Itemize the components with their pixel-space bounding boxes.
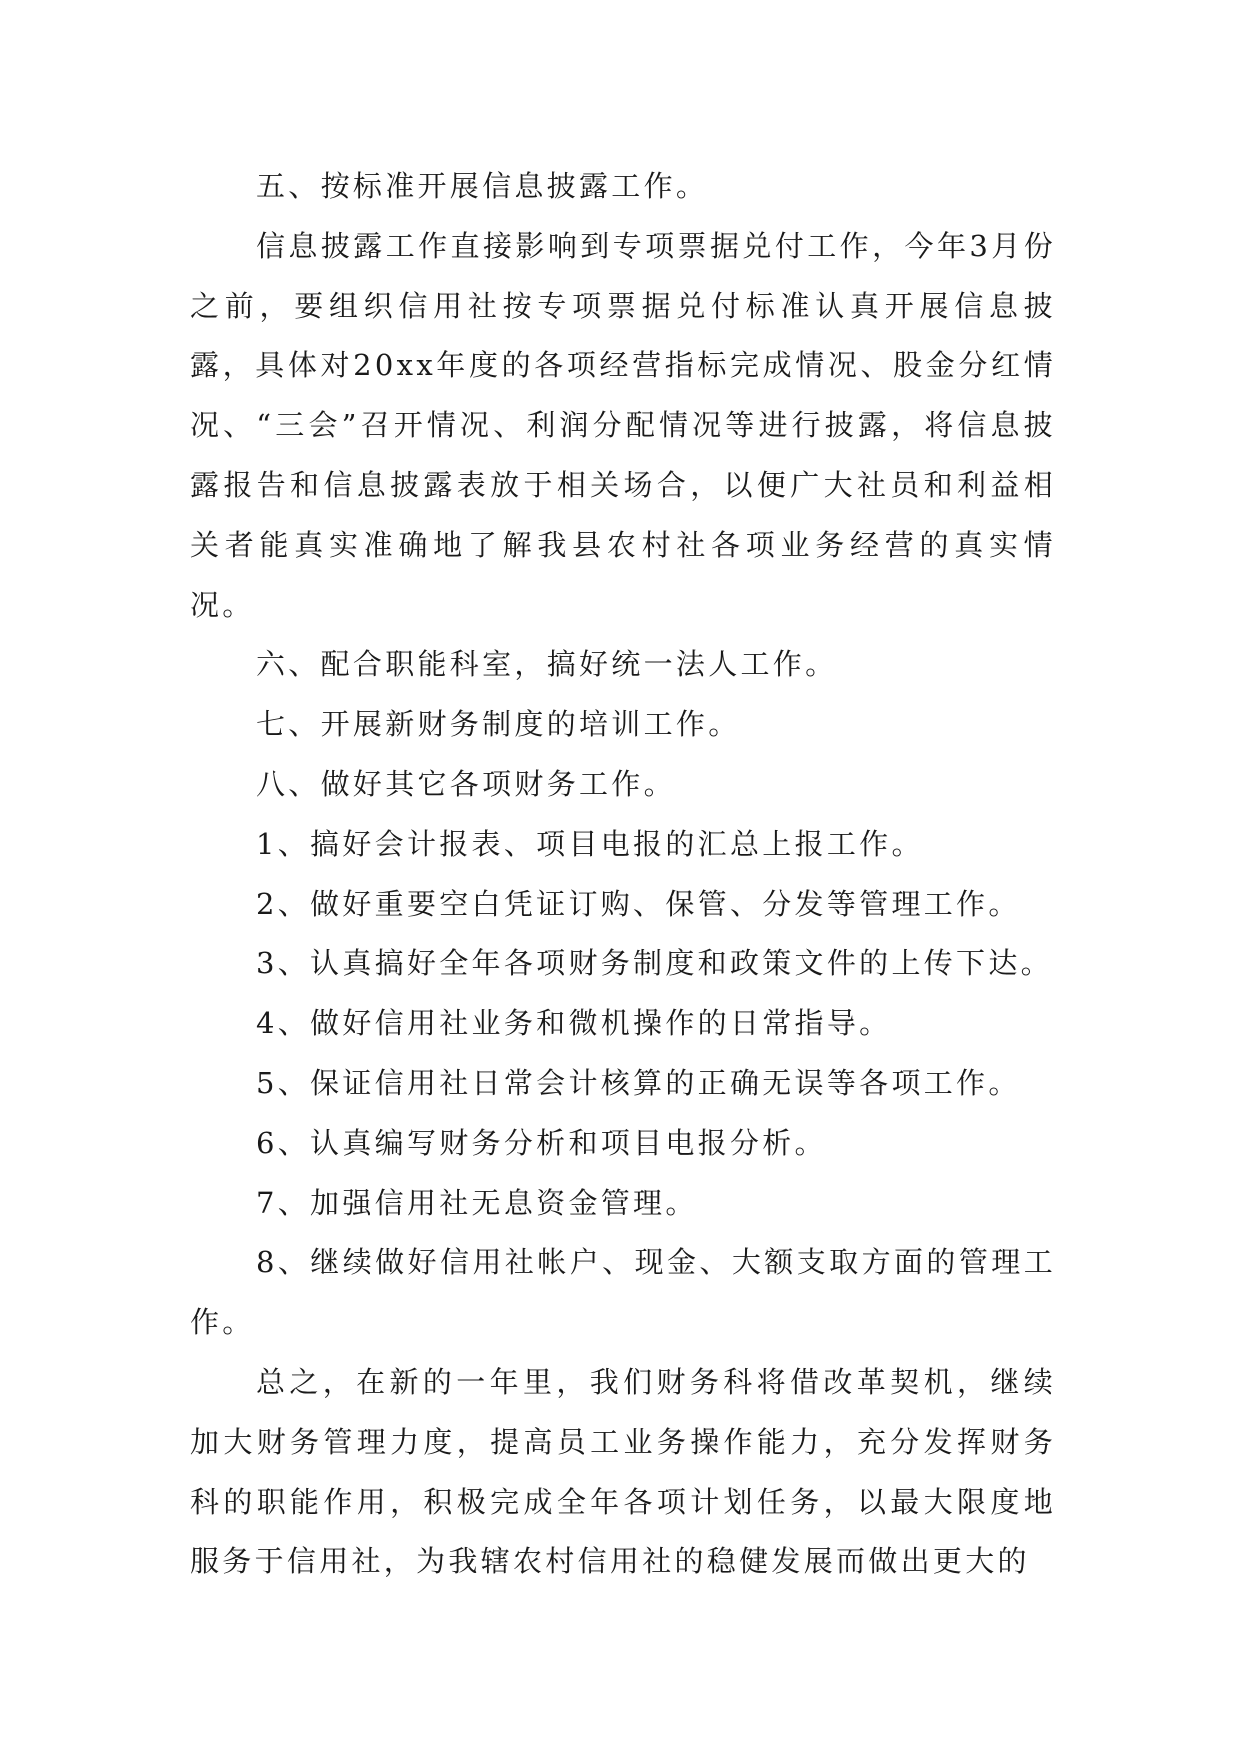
list-item-7: 7、加强信用社无息资金管理。 <box>256 1185 698 1220</box>
document-body <box>190 157 1056 1592</box>
section-heading-8: 八、做好其它各项财务工作。 <box>256 766 676 801</box>
list-item-1: 1、搞好会计报表、项目电报的汇总上报工作。 <box>256 826 924 861</box>
list-item-3: 3、认真搞好全年各项财务制度和政策文件的上传下达。 <box>256 946 1053 981</box>
paragraph-summary: 总之，在新的一年里，我们财务科将借改革契机，继续加大财务管理力度，提高员工业务操作能力，充分发挥财务科的职能作用，积极完成全年各项计划任务，以最大限度地服务于信用社，为我辖农村信用社的稳健发展而做出更大的 <box>190 1364 1056 1579</box>
section-heading-6: 六、配合职能科室，搞好统一法人工作。 <box>256 647 838 682</box>
list-item-4: 4、做好信用社业务和微机操作的日常指导。 <box>256 1006 892 1041</box>
section-heading-5: 五、按标准开展信息披露工作。 <box>256 169 709 203</box>
list-item-8: 8、继续做好信用社帐户、现金、大额支取方面的管理工作。 <box>190 1245 1056 1340</box>
list-item-2: 2、做好重要空白凭证订购、保管、分发等管理工作。 <box>256 886 1021 921</box>
paragraph-disclosure: 信息披露工作直接影响到专项票据兑付工作，今年3月份之前，要组织信用社按专项票据兑付标准认真开展信息披露，具体对20xx年度的各项经营指标完成情况、股金分红情况、“三会”召开情况、利润分配情况等进行披露，将信息披露报告和信息披露表放于相关场合，以便广大社员和利益相关者能真实准确地了解我县农村社各项业务经营的真实情况。 <box>190 228 1056 622</box>
list-item-6: 6、认真编写财务分析和项目电报分析。 <box>256 1125 827 1160</box>
section-heading-7: 七、开展新财务制度的培训工作。 <box>256 707 741 742</box>
list-item-5: 5、保证信用社日常会计核算的正确无误等各项工作。 <box>256 1065 1021 1100</box>
